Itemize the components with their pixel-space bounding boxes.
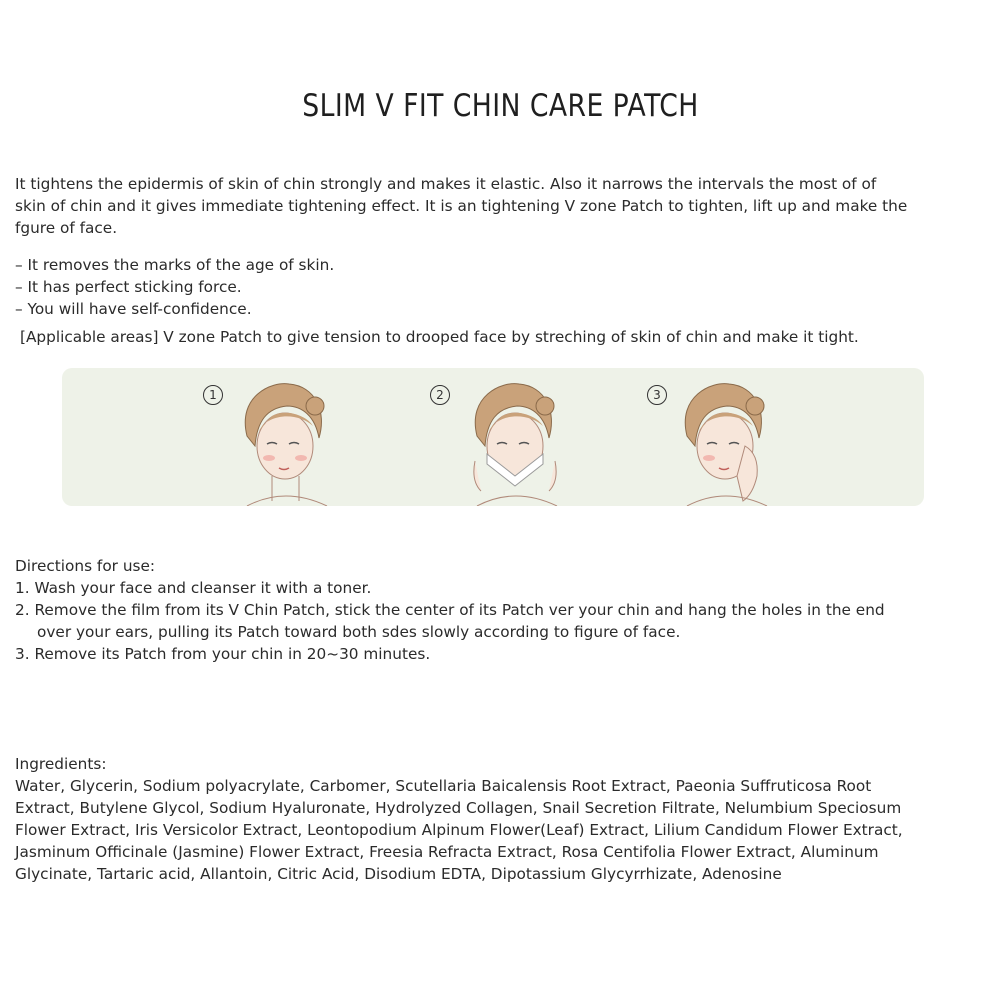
list-item: – It has perfect sticking force. [15,278,242,296]
ingredients-section [15,753,903,885]
woman-face-front-illustration [227,376,337,506]
applicable-areas: [Applicable areas] V zone Patch to give tension to drooped face by streching of skin of chin and make it tight. [20,328,859,346]
intro-line: skin of chin and it gives immediate tightening effect. It is an tightening V zone Patch to tighten, lift up and make the [15,197,908,215]
intro-line: fgure of face. [15,219,118,237]
step-number: 3 [647,385,667,405]
woman-applying-chin-patch-illustration [457,376,567,506]
ingredients-line: Water, Glycerin, Sodium polyacrylate, Carbomer, Scutellaria Baicalensis Root Extract, Paeonia Suffruticosa Root [15,777,872,795]
list-item: 3. Remove its Patch from your chin in 20~30 minutes. [15,645,431,663]
ingredients-line: Extract, Butylene Glycol, Sodium Hyaluronate, Hydrolyzed Collagen, Snail Secretion Filtrate, Nelumbium Speciosum [15,799,902,817]
ingredients-line: Glycinate, Tartaric acid, Allantoin, Citric Acid, Disodium EDTA, Dipotassium Glycyrrhizate, Adenosine [15,865,782,883]
list-item: – You will have self-confidence. [15,300,252,318]
intro-paragraph [15,173,907,239]
woman-touching-cheek-illustration [667,376,777,506]
page-title: SLIM V FIT CHIN CARE PATCH [302,88,699,124]
list-item: 2. Remove the film from its V Chin Patch, stick the center of its Patch ver your chin and hang the holes in the end [15,601,885,619]
ingredients-line: Jasminum Officinale (Jasmine) Flower Extract, Freesia Refracta Extract, Rosa Centifolia Flower Extract, Aluminum [15,843,879,861]
ingredients-heading: Ingredients: [15,755,107,773]
list-item: over your ears, pulling its Patch toward both sdes slowly according to figure of face. [37,623,681,641]
ingredients-line: Flower Extract, Iris Versicolor Extract, Leontopodium Alpinum Flower(Leaf) Extract, Lilium Candidum Flower Extract, [15,821,903,839]
intro-line: It tightens the epidermis of skin of chin strongly and makes it elastic. Also it narrows the intervals the most of of [15,175,877,193]
directions-heading: Directions for use: [15,557,156,575]
directions-section [15,555,885,665]
list-item: 1. Wash your face and cleanser it with a toner. [15,579,372,597]
list-item: – It removes the marks of the age of skin. [15,256,335,274]
benefit-list [15,254,334,320]
steps-illustration-panel [62,368,924,506]
step-number: 2 [430,385,450,405]
step-number: 1 [203,385,223,405]
